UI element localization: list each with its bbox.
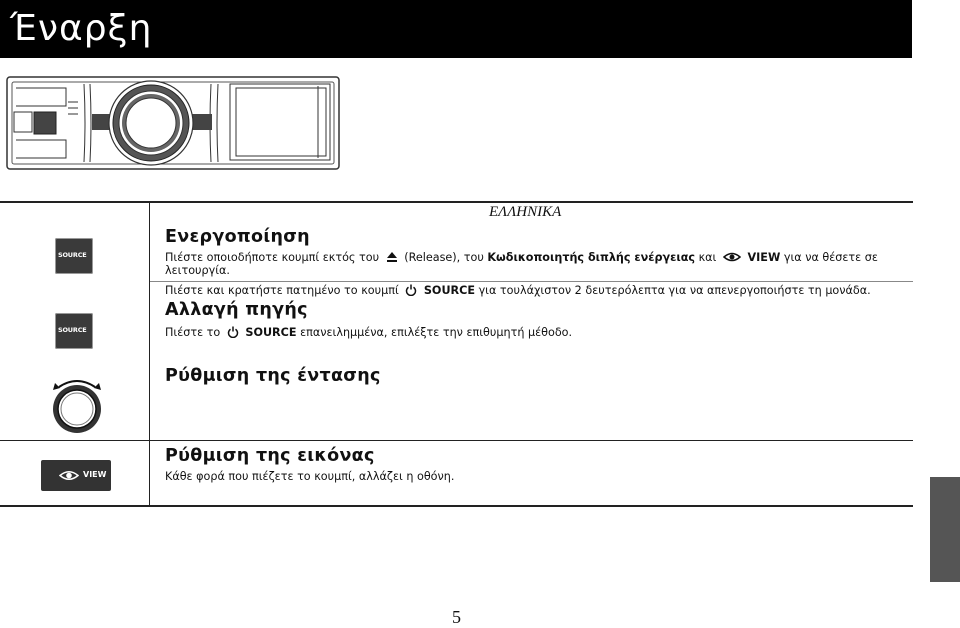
source-button-illustration-1: [55, 238, 93, 274]
power-line-2: λειτουργία.: [165, 264, 230, 277]
view-button-illustration: [41, 460, 111, 491]
power-icon: [227, 326, 239, 338]
page-title: Έναρξη: [10, 8, 153, 49]
volume-heading: Ρύθμιση της έντασης: [165, 366, 381, 386]
source-button-label: SOURCE: [58, 251, 87, 259]
table-top-rule: [0, 201, 913, 203]
title-bar: [0, 0, 912, 58]
row-separator: [150, 281, 913, 282]
table-mid-rule: [0, 440, 913, 441]
power-heading: Ενεργοποίηση: [165, 227, 310, 247]
rotary-knob-icon: [49, 373, 105, 435]
side-tab: [930, 477, 960, 582]
table-column-rule: [149, 201, 150, 506]
source-line: Πιέστε το SOURCE επανειλημμένα, επιλέξτε την επιθυμητή μέθοδο.: [165, 326, 573, 339]
source-button-label: SOURCE: [58, 326, 87, 334]
view-eye-icon: [723, 251, 741, 263]
source-heading: Αλλαγή πηγής: [165, 300, 308, 320]
language-label: ΕΛΛΗΝΙΚΑ: [489, 204, 562, 220]
image-line: Κάθε φορά που πιέζετε το κουμπί, αλλάζει η οθόνη.: [165, 470, 455, 483]
head-unit-illustration: [6, 76, 340, 170]
table-bottom-rule: [0, 505, 913, 507]
image-heading: Ρύθμιση της εικόνας: [165, 446, 375, 466]
page-number: 5: [452, 607, 461, 627]
eject-icon: [386, 251, 398, 263]
power-line-1: Πιέστε οποιοδήποτε κουμπί εκτός του (Release), του Κωδικοποιητής διπλής ενέργειας και VIEW για να θέσετε σε: [165, 251, 878, 264]
view-eye-icon: [59, 469, 79, 482]
power-icon: [405, 284, 417, 296]
view-button-label: VIEW: [83, 470, 107, 479]
source-button-illustration-2: [55, 313, 93, 349]
power-line-3: Πιέστε και κρατήστε πατημένο το κουμπί SOURCE για τουλάχιστον 2 δευτερόλεπτα για να απενεργοποιήστε τη μονάδα.: [165, 284, 871, 297]
